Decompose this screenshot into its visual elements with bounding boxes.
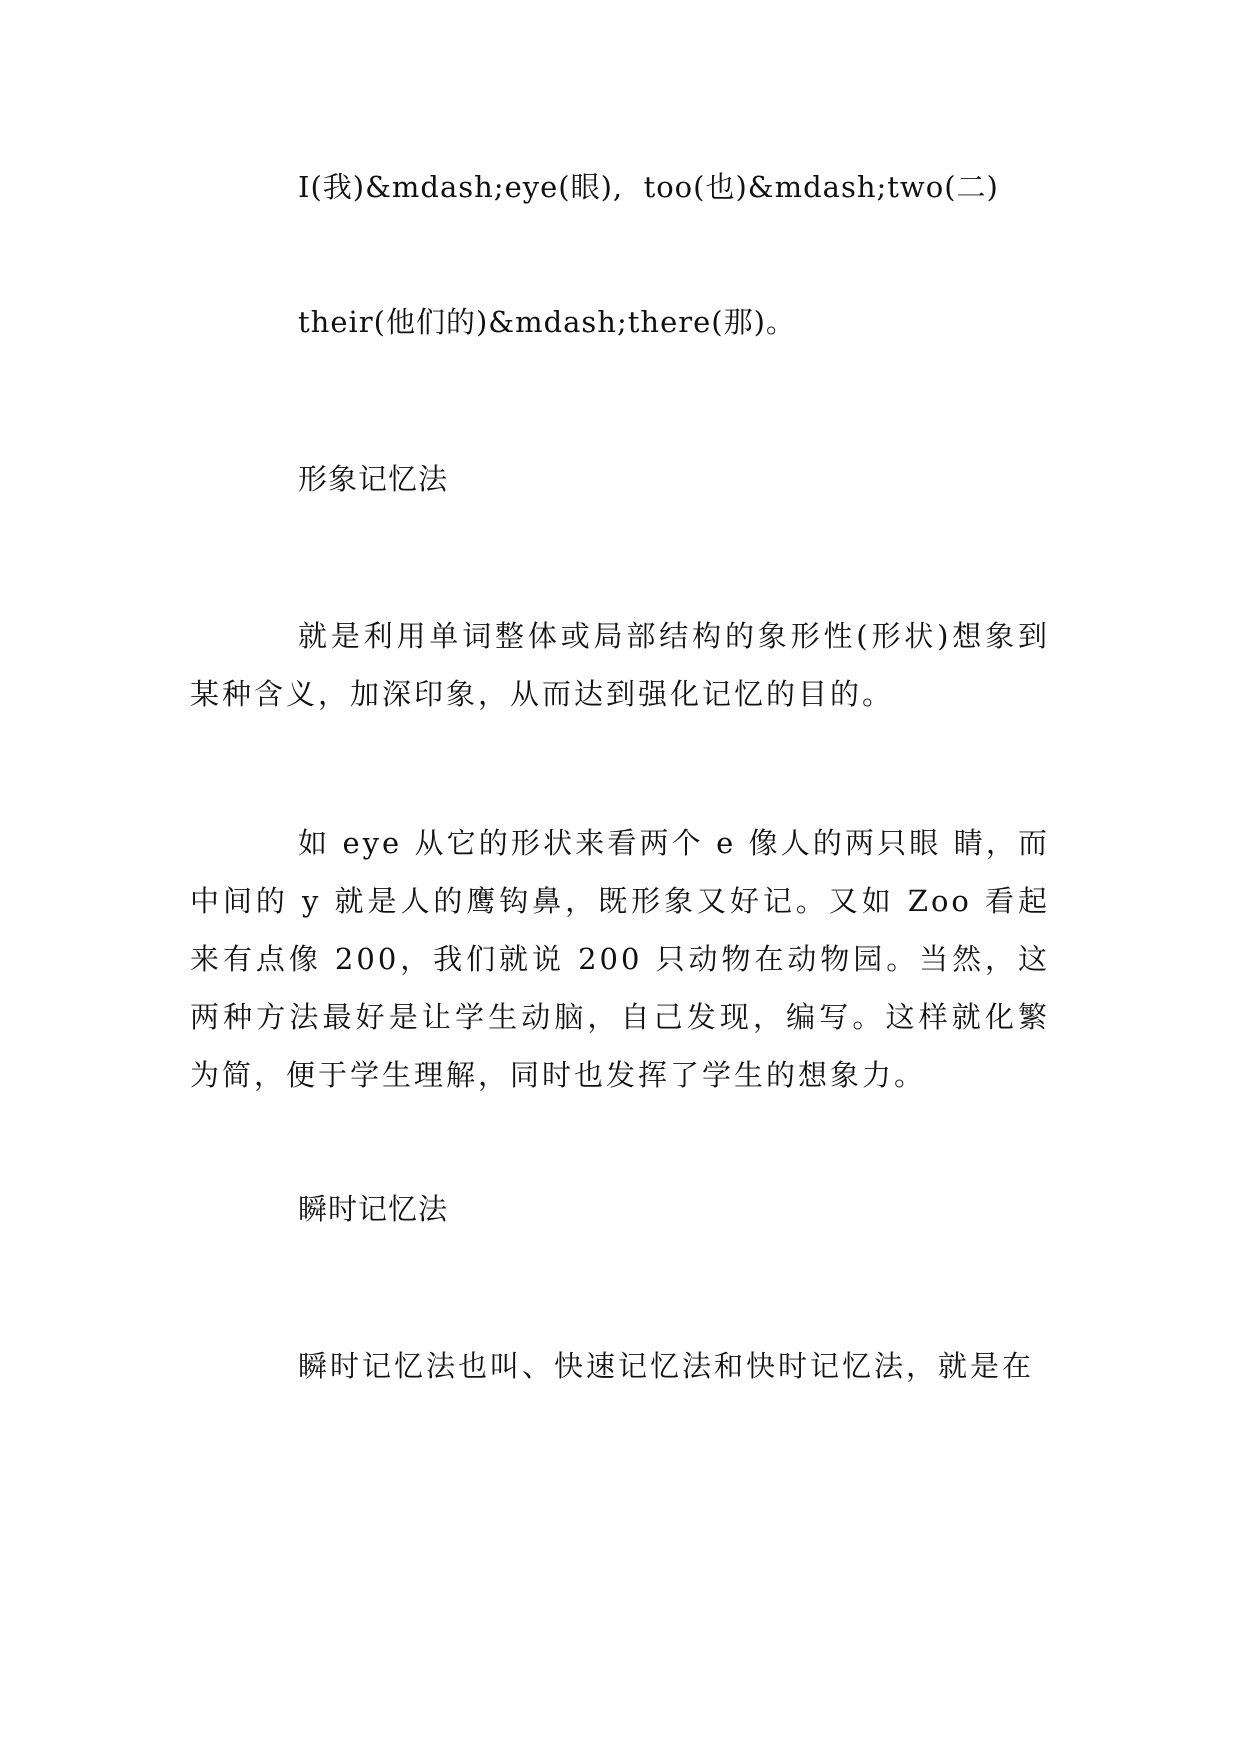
section-heading-image-memory: 形象记忆法 — [298, 462, 449, 496]
paragraph-image-memory-definition: 就是利用单词整体或局部结构的象形性(形状)想象到某种含义，加深印象，从而达到强化记忆的目的。 — [190, 619, 1050, 711]
example-line-1: I(我)&mdash;eye(眼), too(也)&mdash;two(二) — [298, 170, 999, 204]
example-line-2: their(他们的)&mdash;there(那)。 — [298, 305, 796, 339]
section-heading-instant-memory: 瞬时记忆法 — [298, 1192, 449, 1226]
paragraph-instant-memory: 瞬时记忆法也叫、快速记忆法和快时记忆法，就是在 — [298, 1349, 1035, 1383]
paragraph-image-memory-example: 如 eye 从它的形状来看两个 e 像人的两只眼 睛，而中间的 y 就是人的鹰钩鼻，既形象又好记。又如 Zoo 看起来有点像 200，我们就说 200 只动物在动物园。当然，这两种方法最好是让学生动脑，自己发现，编写。这样就化繁为简，便于学生理解，同时也发挥了学生的想象力。 — [190, 826, 1050, 1092]
